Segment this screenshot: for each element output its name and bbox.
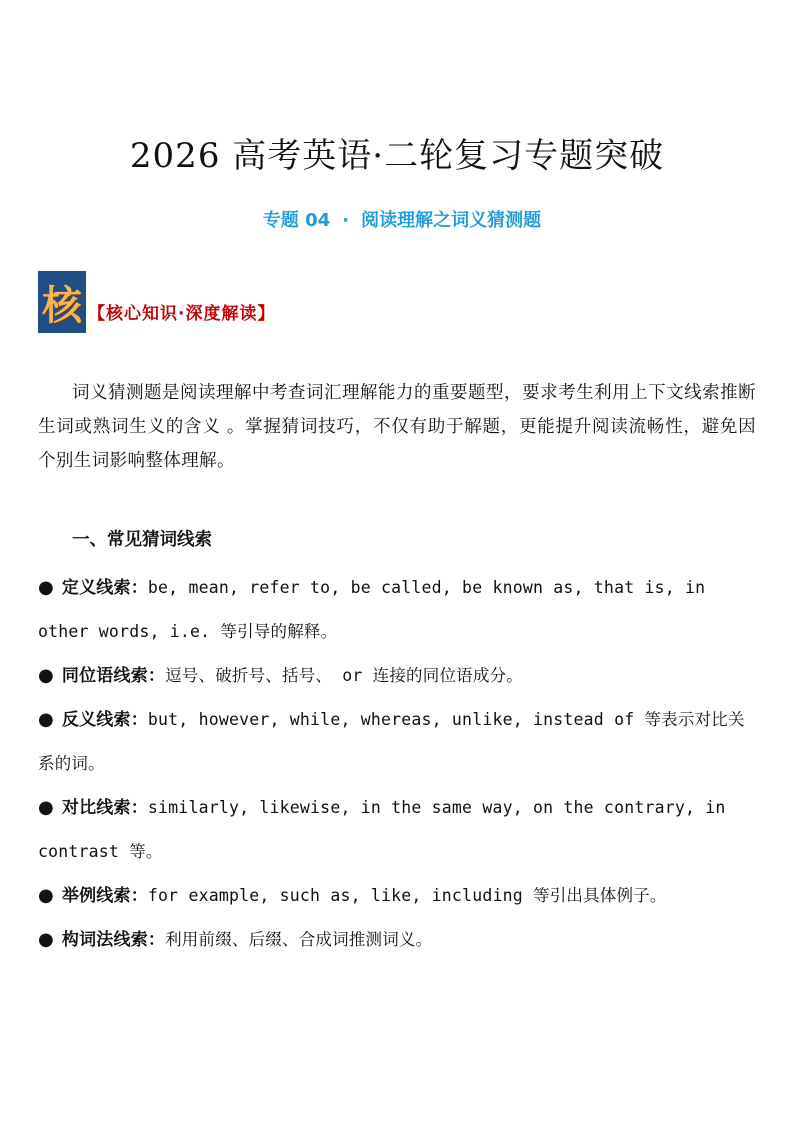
- clue-text: but, however, while, whereas, unlike, instead of 等表示对比关系的词。: [38, 710, 745, 773]
- clue-name: 对比线索：: [61, 798, 148, 818]
- clue-text: for example, such as, like, including 等引出具体例子。: [147, 886, 667, 905]
- section-badge: 核: [38, 271, 86, 333]
- bullet-icon: ●: [38, 797, 54, 818]
- section-label: 【核心知识·深度解读】: [88, 303, 276, 324]
- clue-item-definition: [38, 566, 760, 654]
- clue-text: similarly, likewise, in the same way, on the contrary, in contrast 等。: [38, 798, 726, 861]
- bullet-icon: ●: [38, 929, 54, 950]
- clue-item-word-formation: [38, 918, 760, 962]
- clue-name: 举例线索：: [61, 886, 148, 906]
- bullet-icon: ●: [38, 577, 54, 598]
- clue-text: be, mean, refer to, be called, be known as, that is, in other words, i.e. 等引导的解释。: [38, 578, 706, 641]
- bullet-icon: ●: [38, 665, 54, 686]
- clue-item-comparison: [38, 786, 760, 874]
- bullet-icon: ●: [38, 709, 54, 730]
- clues-heading: 一、常见猜词线索: [72, 530, 212, 550]
- clue-list: [38, 566, 760, 962]
- section-header: [38, 270, 275, 334]
- topic-name: 阅读理解之词义猜测题: [361, 210, 542, 231]
- intro-paragraph: 词义猜测题是阅读理解中考查词汇理解能力的重要题型，要求考生利用上下文线索推断生词或熟词生义的含义 。掌握猜词技巧，不仅有助于解题，更能提升阅读流畅性，避免因个别生词影响整体理解。: [38, 383, 756, 471]
- clue-text: 逗号、破折号、括号、 or 连接的同位语成分。: [165, 666, 523, 685]
- topic-subtitle: [0, 206, 794, 232]
- clue-item-example: [38, 874, 760, 918]
- clue-item-appositive: [38, 654, 760, 698]
- clue-name: 同位语线索：: [61, 666, 166, 686]
- topic-number: 专题 04: [262, 210, 331, 231]
- bullet-icon: ●: [38, 885, 54, 906]
- clue-name: 定义线索：: [61, 578, 148, 598]
- clue-name: 构词法线索：: [61, 930, 166, 950]
- clue-item-antonym: [38, 698, 760, 786]
- clue-name: 反义线索：: [61, 710, 148, 730]
- clue-text: 利用前缀、后缀、合成词推测词义。: [165, 930, 433, 949]
- page-title: 2026 高考英语·二轮复习专题突破: [129, 136, 665, 176]
- subtitle-separator: ·: [342, 210, 350, 231]
